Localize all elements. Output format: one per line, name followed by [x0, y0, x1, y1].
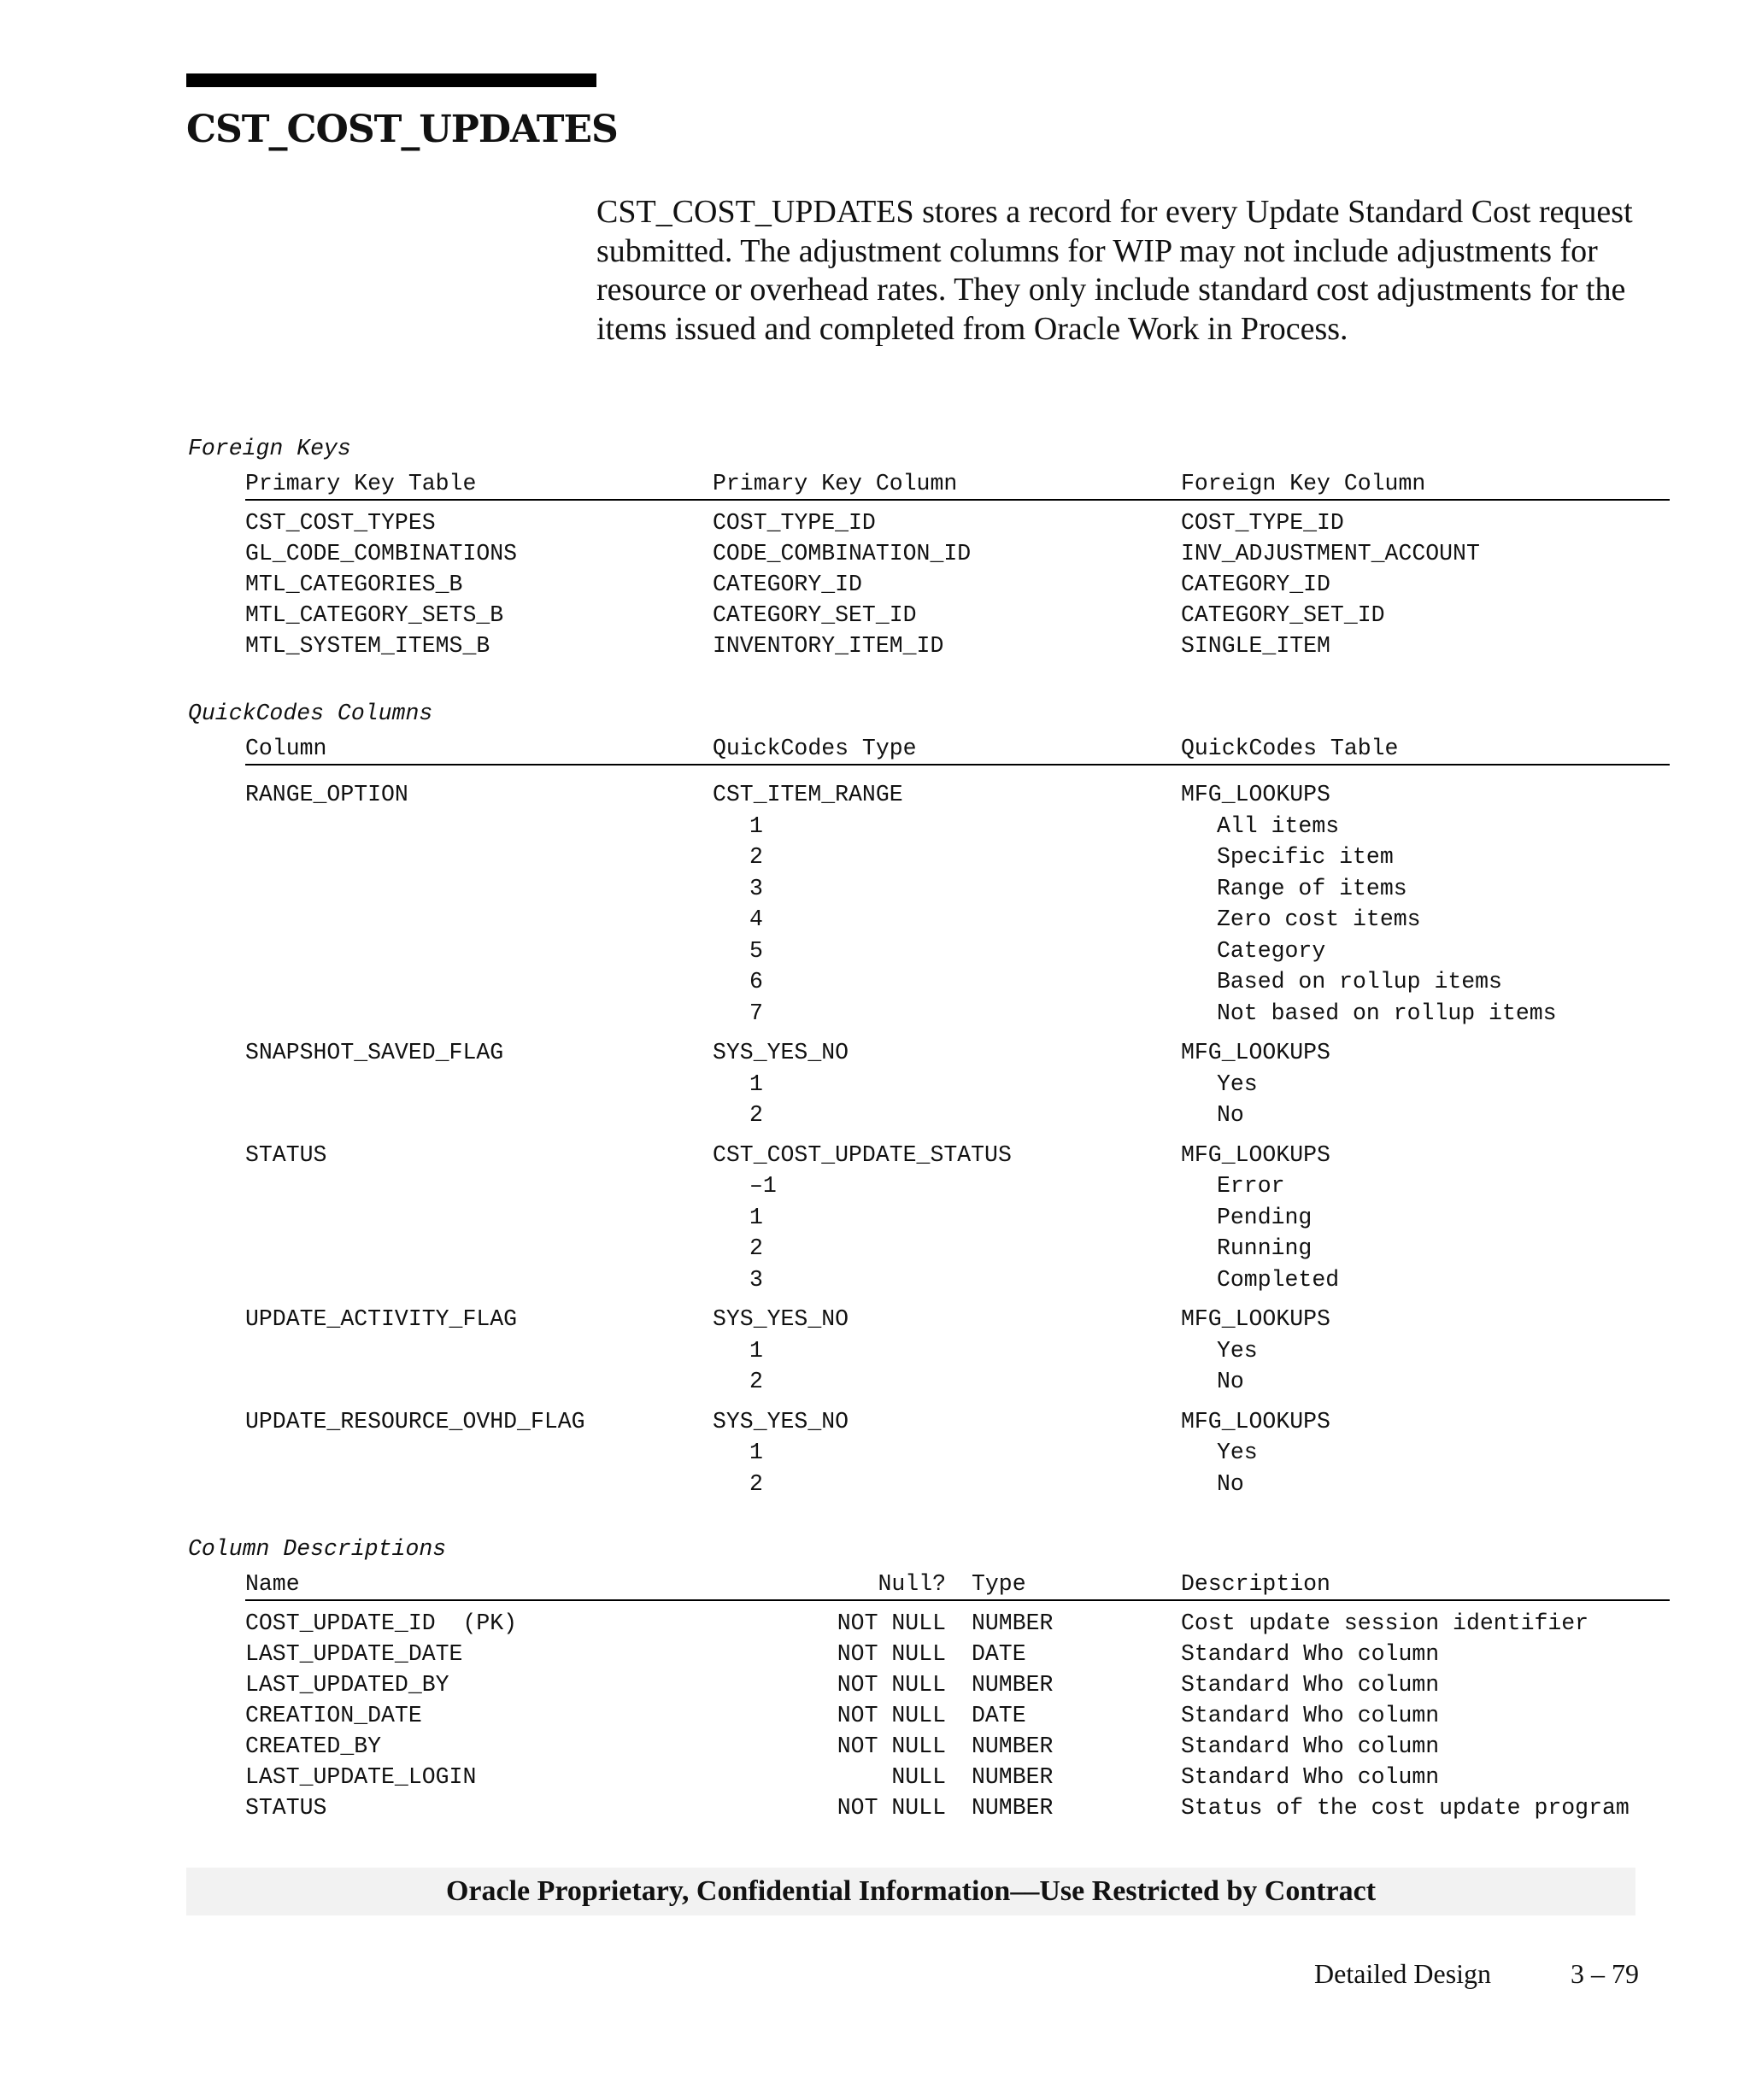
- column-null: NOT NULL: [837, 1610, 946, 1636]
- quickcode-row: [245, 1304, 1670, 1335]
- table-cell: CODE_COMBINATION_ID: [713, 541, 972, 566]
- quickcode-value-row: [245, 936, 1670, 967]
- quickcode-meaning: All items: [1217, 812, 1340, 839]
- column-name: STATUS: [245, 1795, 327, 1821]
- quickcode-value: 3: [749, 1266, 763, 1293]
- quickcode-type: SYS_YES_NO: [713, 1040, 849, 1065]
- quickcode-type: CST_ITEM_RANGE: [713, 782, 903, 807]
- quickcode-type: CST_COST_UPDATE_STATUS: [713, 1141, 1012, 1168]
- qc-header-table: QuickCodes Table: [1181, 736, 1399, 761]
- quickcode-value: 2: [749, 1369, 763, 1394]
- intro-paragraph: CST_COST_UPDATES stores a record for every Update Standard Cost request submitted. The adjustment columns for WIP may not include adjustments for resource or overhead rates. They only include standard cost adjustments for the items issued and completed from Oracle Work in Process.: [596, 194, 1633, 347]
- column-name: CREATED_BY: [245, 1733, 382, 1759]
- quickcode-row: [245, 1406, 1670, 1438]
- quickcode-meaning: Based on rollup items: [1217, 969, 1502, 994]
- quickcode-table: MFG_LOOKUPS: [1181, 1141, 1330, 1168]
- quickcode-value: 2: [749, 844, 763, 870]
- column-type: NUMBER: [972, 1610, 1054, 1636]
- quickcode-value-row: [245, 1202, 1670, 1234]
- table-row: [245, 1642, 1670, 1673]
- quickcodes-header: [245, 733, 1670, 766]
- quickcode-value-row: [245, 873, 1670, 905]
- column-type: NUMBER: [972, 1795, 1054, 1821]
- quickcode-value: 2: [749, 1102, 763, 1128]
- quickcode-value-row: [245, 1100, 1670, 1131]
- quickcode-meaning: Range of items: [1217, 875, 1407, 901]
- foreign-keys-label: Foreign Keys: [188, 436, 351, 461]
- quickcode-meaning: No: [1217, 1102, 1244, 1128]
- column-description: Standard Who column: [1181, 1764, 1440, 1790]
- quickcode-meaning: Completed: [1217, 1266, 1340, 1293]
- quickcode-group: [245, 779, 1670, 1029]
- table-cell: CST_COST_TYPES: [245, 510, 436, 536]
- cd-header-name: Name: [245, 1571, 300, 1597]
- fk-header-pk-table: Primary Key Table: [245, 471, 477, 496]
- table-row: [245, 1704, 1670, 1734]
- column-description: Standard Who column: [1181, 1703, 1440, 1728]
- column-type: DATE: [972, 1641, 1026, 1667]
- column-description: Standard Who column: [1181, 1641, 1440, 1667]
- column-type: NUMBER: [972, 1672, 1054, 1698]
- table-cell: CATEGORY_SET_ID: [1181, 602, 1385, 628]
- quickcode-value-row: [245, 1170, 1670, 1202]
- quickcode-value-row: [245, 1264, 1670, 1296]
- quickcode-meaning: Pending: [1217, 1204, 1312, 1230]
- qc-header-type: QuickCodes Type: [713, 736, 917, 761]
- column-name: CREATION_DATE: [245, 1703, 422, 1728]
- confidential-notice-band: [186, 1868, 1635, 1915]
- quickcode-meaning: Yes: [1217, 1071, 1258, 1097]
- quickcode-meaning: Yes: [1217, 1440, 1258, 1465]
- page-number: 3 – 79: [1571, 1958, 1639, 1989]
- quickcode-value-row: [245, 998, 1670, 1029]
- quickcode-group: [245, 1037, 1670, 1131]
- fk-header-fk-column: Foreign Key Column: [1181, 471, 1426, 496]
- quickcode-meaning: No: [1217, 1470, 1244, 1497]
- table-row: [245, 1796, 1670, 1852]
- quickcode-value-row: [245, 966, 1670, 998]
- quickcode-value-row: [245, 1437, 1670, 1469]
- quickcode-meaning: Not based on rollup items: [1217, 1000, 1557, 1026]
- column-name: COST_UPDATE_ID (PK): [245, 1610, 518, 1636]
- quickcode-value-row: [245, 1233, 1670, 1264]
- confidential-notice: Oracle Proprietary, Confidential Information––Use Restricted by Contract: [445, 1875, 1377, 1907]
- quickcode-value: 1: [749, 1440, 763, 1465]
- column-type: DATE: [972, 1703, 1026, 1728]
- table-cell: MTL_SYSTEM_ITEMS_B: [245, 633, 490, 659]
- quickcode-column: UPDATE_RESOURCE_OVHD_FLAG: [245, 1408, 585, 1434]
- quickcode-value: 2: [749, 1235, 763, 1261]
- table-row: [245, 538, 1670, 569]
- quickcode-table: MFG_LOOKUPS: [1181, 1408, 1330, 1434]
- quickcode-meaning: Category: [1217, 937, 1326, 964]
- table-row: [245, 1765, 1670, 1796]
- quickcode-value: 1: [749, 1071, 763, 1097]
- table-row: [245, 631, 1670, 661]
- foreign-keys-table: [245, 507, 1670, 661]
- qc-header-column: Column: [245, 736, 327, 761]
- quickcode-row: [245, 1140, 1670, 1171]
- quickcode-meaning: Zero cost items: [1217, 906, 1421, 932]
- column-description: Standard Who column: [1181, 1733, 1440, 1759]
- quickcode-meaning: No: [1217, 1369, 1244, 1394]
- table-row: [245, 1673, 1670, 1704]
- table-row: [245, 569, 1670, 600]
- column-description: Cost update session identifier: [1181, 1610, 1589, 1636]
- page-title: CST_COST_UPDATES: [186, 108, 618, 151]
- table-row: [245, 507, 1670, 538]
- column-name: LAST_UPDATED_BY: [245, 1672, 449, 1698]
- quickcode-meaning: Specific item: [1217, 844, 1394, 870]
- column-null: NOT NULL: [837, 1733, 946, 1759]
- quickcode-value-row: [245, 842, 1670, 873]
- column-null: NOT NULL: [837, 1703, 946, 1728]
- quickcode-group: [245, 1406, 1670, 1500]
- quickcodes-label: QuickCodes Columns: [188, 701, 433, 726]
- quickcode-row: [245, 1037, 1670, 1069]
- quickcode-value: 6: [749, 969, 763, 994]
- table-cell: CATEGORY_ID: [1181, 572, 1330, 597]
- column-type: NUMBER: [972, 1764, 1054, 1790]
- column-type: NUMBER: [972, 1733, 1054, 1759]
- column-description: Status of the cost update program: [1181, 1795, 1630, 1821]
- table-cell: MTL_CATEGORY_SETS_B: [245, 602, 504, 628]
- cd-header-description: Description: [1181, 1571, 1330, 1597]
- table-cell: SINGLE_ITEM: [1181, 633, 1330, 659]
- quickcode-column: STATUS: [245, 1141, 327, 1168]
- quickcode-table: MFG_LOOKUPS: [1181, 1040, 1330, 1065]
- column-descriptions-table: [245, 1611, 1670, 1852]
- column-null: NOT NULL: [837, 1641, 946, 1667]
- footer-section-name: Detailed Design: [1314, 1958, 1492, 1989]
- quickcode-column: UPDATE_ACTIVITY_FLAG: [245, 1306, 518, 1332]
- table-row: [245, 1611, 1670, 1642]
- quickcode-meaning: Yes: [1217, 1337, 1258, 1364]
- quickcode-value: 1: [749, 1204, 763, 1230]
- column-name: LAST_UPDATE_DATE: [245, 1641, 463, 1667]
- quickcode-value-row: [245, 811, 1670, 842]
- foreign-keys-header: [245, 468, 1670, 501]
- quickcode-row: [245, 779, 1670, 811]
- quickcode-value-row: [245, 1469, 1670, 1500]
- quickcodes-table: [245, 779, 1670, 1499]
- quickcode-value-row: [245, 904, 1670, 936]
- top-rule: [186, 73, 596, 87]
- quickcode-value: 4: [749, 906, 763, 932]
- quickcode-value-row: [245, 1069, 1670, 1100]
- quickcode-value: –1: [749, 1173, 777, 1199]
- column-null: NULL: [891, 1764, 946, 1790]
- table-cell: GL_CODE_COMBINATIONS: [245, 541, 518, 566]
- table-cell: INV_ADJUSTMENT_ACCOUNT: [1181, 541, 1480, 566]
- column-null: NOT NULL: [837, 1795, 946, 1821]
- quickcode-column: SNAPSHOT_SAVED_FLAG: [245, 1040, 504, 1065]
- table-cell: COST_TYPE_ID: [1181, 510, 1344, 536]
- table-row: [245, 1734, 1670, 1765]
- quickcode-value: 1: [749, 812, 763, 839]
- fk-header-pk-column: Primary Key Column: [713, 471, 958, 496]
- quickcode-value-row: [245, 1366, 1670, 1398]
- quickcode-value: 1: [749, 1337, 763, 1364]
- table-cell: COST_TYPE_ID: [713, 510, 876, 536]
- quickcode-value: 2: [749, 1470, 763, 1497]
- quickcode-type: SYS_YES_NO: [713, 1306, 849, 1332]
- table-cell: CATEGORY_ID: [713, 572, 862, 597]
- quickcode-table: MFG_LOOKUPS: [1181, 782, 1330, 807]
- column-descriptions-label: Column Descriptions: [188, 1536, 447, 1562]
- quickcode-meaning: Error: [1217, 1173, 1285, 1199]
- quickcode-type: SYS_YES_NO: [713, 1408, 849, 1434]
- table-cell: CATEGORY_SET_ID: [713, 602, 917, 628]
- quickcode-meaning: Running: [1217, 1235, 1312, 1261]
- table-row: [245, 600, 1670, 631]
- table-cell: INVENTORY_ITEM_ID: [713, 633, 944, 659]
- column-descriptions-header: [245, 1569, 1670, 1601]
- quickcode-group: [245, 1140, 1670, 1296]
- column-name: LAST_UPDATE_LOGIN: [245, 1764, 477, 1790]
- quickcode-value: 5: [749, 937, 763, 964]
- quickcode-value: 3: [749, 875, 763, 901]
- cd-header-null: Null?: [878, 1571, 946, 1597]
- quickcode-value-row: [245, 1335, 1670, 1367]
- quickcode-group: [245, 1304, 1670, 1398]
- column-null: NOT NULL: [837, 1672, 946, 1698]
- cd-header-type: Type: [972, 1571, 1026, 1597]
- quickcode-column: RANGE_OPTION: [245, 782, 408, 807]
- quickcode-table: MFG_LOOKUPS: [1181, 1306, 1330, 1332]
- quickcode-value: 7: [749, 1000, 763, 1026]
- table-cell: MTL_CATEGORIES_B: [245, 572, 463, 597]
- column-description: Standard Who column: [1181, 1672, 1440, 1698]
